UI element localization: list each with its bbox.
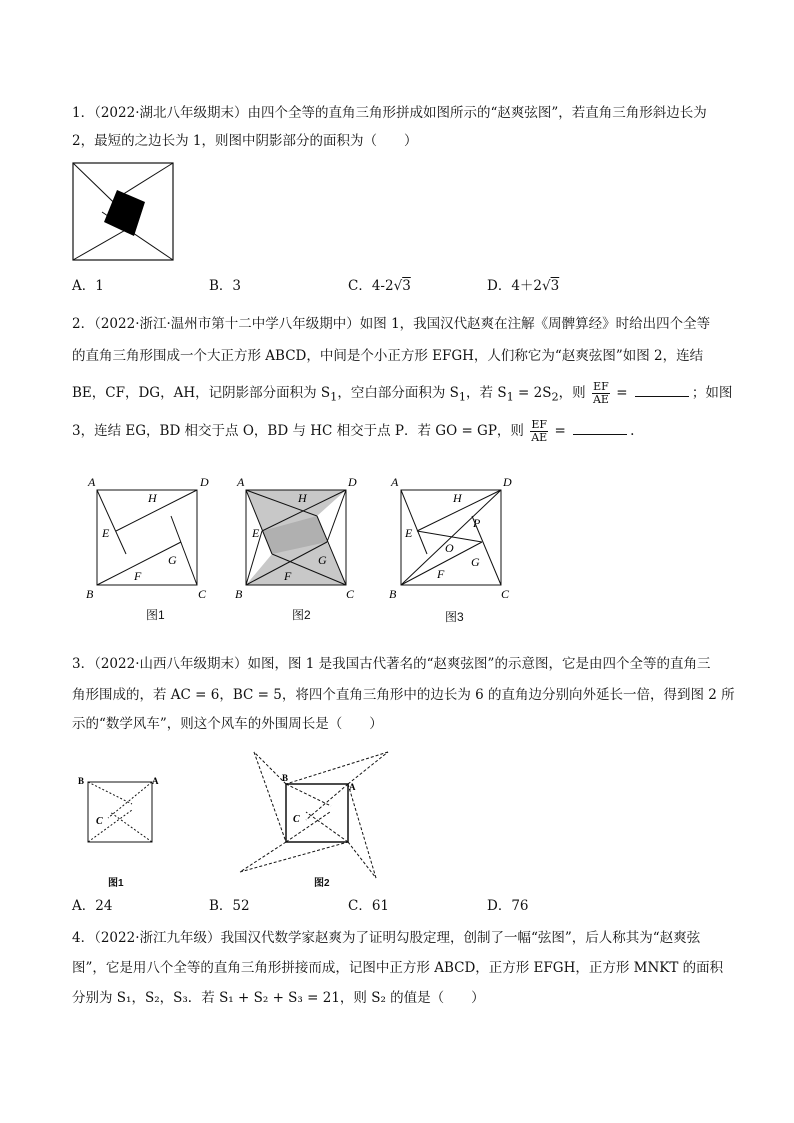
svg-text:C: C bbox=[96, 816, 103, 827]
q2-figure-2 bbox=[232, 474, 362, 608]
svg-text:C: C bbox=[293, 814, 300, 825]
svg-text:B: B bbox=[78, 776, 85, 786]
q4-line-1: 4．（2022·浙江九年级）我国汉代数学家赵爽为了证明勾股定理，创制了一幅“弦图”，后人称其为“赵爽弦 bbox=[72, 930, 701, 946]
answer-blank-2[interactable] bbox=[573, 422, 627, 435]
q1-line-1: 1．（2022·湖北八年级期末）由四个全等的直角三角形拼成如图所示的“赵爽弦图”，若直角三角形斜边长为 bbox=[72, 105, 707, 121]
q1-option-b: B．3 bbox=[209, 278, 242, 294]
q2-line-4: 3，连结 EG，BD 相交于点 O，BD 与 HC 相交于点 P．若 GO = GP，则 $\frac{EF}{AE}$ = . bbox=[72, 418, 635, 444]
q1-zhao-shuang-figure bbox=[72, 162, 176, 266]
svg-text:F: F bbox=[284, 569, 292, 583]
q3-fig1-caption: 图1 bbox=[108, 878, 124, 889]
svg-text:O: O bbox=[445, 541, 454, 555]
svg-text:A: A bbox=[349, 782, 356, 792]
q1-option-c: C．4-2√3 bbox=[348, 278, 411, 294]
q2-fraction-1: $\frac{EF}{AE}$ bbox=[592, 380, 609, 406]
q3-option-c: C．61 bbox=[348, 898, 390, 914]
svg-text:F: F bbox=[134, 569, 142, 583]
q1-line-2: 2，最短的之边长为 1，则图中阴影部分的面积为（ ） bbox=[72, 133, 418, 149]
svg-text:C: C bbox=[346, 587, 355, 601]
q3-line-2: 角形围成的，若 AC = 6，BC = 5，将四个直角三角形中的边长为 6 的直角边分别向外延长一倍，得到图 2 所 bbox=[72, 687, 735, 703]
q4-line-3: 分别为 S₁，S₂，S₃．若 S₁ + S₂ + S₃ = 21，则 S₂ 的值是（ ） bbox=[72, 990, 485, 1006]
q3-option-d: D．76 bbox=[487, 898, 529, 914]
q3-line-3: 示的“数学风车”，则这个风车的外围周长是（ ） bbox=[72, 716, 383, 732]
svg-text:H: H bbox=[453, 491, 462, 505]
svg-text:E: E bbox=[405, 526, 413, 540]
svg-text:C: C bbox=[501, 587, 510, 601]
svg-text:H: H bbox=[148, 491, 157, 505]
svg-text:G: G bbox=[168, 553, 177, 567]
q4-line-2: 图”，它是用八个全等的直角三角形拼接而成，记图中正方形 ABCD，正方形 EFGH，正方形 MNKT 的面积 bbox=[72, 960, 724, 976]
q2-line-1: 2．（2022·浙江·温州市第十二中学八年级期中）如图 1，我国汉代赵爽在注解《周髀算经》时给出四个全等 bbox=[72, 316, 711, 332]
svg-text:B: B bbox=[389, 587, 397, 601]
svg-text:H: H bbox=[298, 491, 307, 505]
svg-text:E: E bbox=[252, 526, 260, 540]
q2-fig2-caption: 图2 bbox=[292, 608, 311, 622]
q3-option-a: A．24 bbox=[72, 898, 113, 914]
svg-text:E: E bbox=[102, 526, 110, 540]
q2-fig1-caption: 图1 bbox=[146, 608, 165, 622]
svg-text:B: B bbox=[235, 587, 243, 601]
q3-option-b: B．52 bbox=[209, 898, 250, 914]
svg-text:F: F bbox=[437, 567, 445, 581]
q1-option-d: D．4＋2√3 bbox=[487, 278, 560, 294]
svg-text:D: D bbox=[200, 475, 209, 489]
q1-option-a: A．1 bbox=[72, 278, 104, 294]
svg-text:A: A bbox=[88, 475, 96, 489]
q2-fraction-2: $\frac{EF}{AE}$ bbox=[531, 418, 548, 444]
q2-line-2: 的直角三角形围成一个大正方形 ABCD，中间是个小正方形 EFGH，人们称它为“赵爽弦图”如图 2，连结 bbox=[72, 348, 704, 364]
svg-text:D: D bbox=[348, 475, 357, 489]
q2-figure-3 bbox=[383, 474, 523, 608]
svg-text:B: B bbox=[282, 773, 289, 783]
svg-text:D: D bbox=[503, 475, 512, 489]
answer-blank-1[interactable] bbox=[635, 384, 689, 397]
q3-line-1: 3．（2022·山西八年级期末）如图，图 1 是我国古代著名的“赵爽弦图”的示意图，它是由四个全等的直角三 bbox=[72, 656, 711, 672]
svg-text:A: A bbox=[237, 475, 245, 489]
q2-line-3: BE，CF，DG，AH，记阴影部分面积为 $S_1$，空白部分面积为 $S_1$，若 $S_1 = 2S_2$，则 $\frac{EF}{AE}$ = ；如图 bbox=[72, 380, 733, 406]
svg-text:G: G bbox=[471, 555, 480, 569]
q2-figure-1 bbox=[86, 474, 216, 608]
svg-text:G: G bbox=[318, 553, 327, 567]
svg-text:A: A bbox=[391, 475, 399, 489]
svg-text:A: A bbox=[152, 776, 159, 786]
svg-text:B: B bbox=[86, 587, 94, 601]
svg-text:P: P bbox=[473, 516, 481, 530]
q3-figure-2 bbox=[236, 748, 396, 888]
q3-figure-1 bbox=[74, 770, 164, 854]
q3-fig2-caption: 图2 bbox=[314, 878, 330, 889]
svg-text:C: C bbox=[198, 587, 207, 601]
q2-fig3-caption: 图3 bbox=[445, 610, 464, 624]
